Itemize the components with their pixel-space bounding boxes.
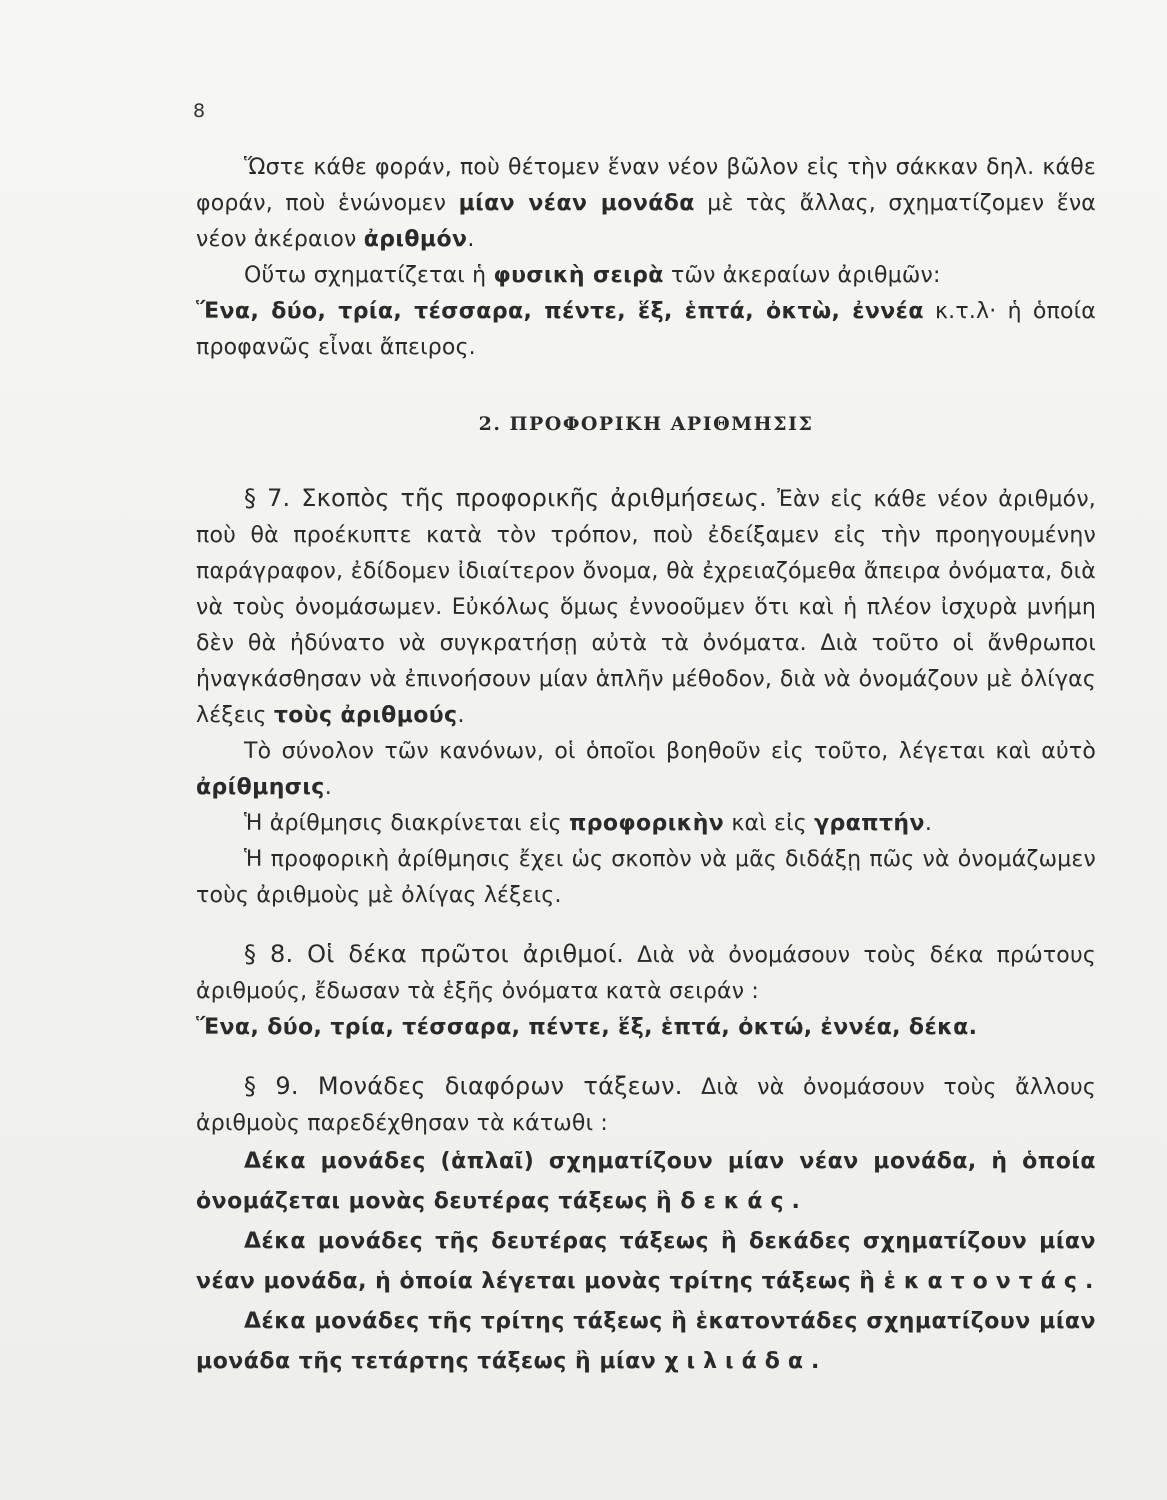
number-series-paragraph <box>196 294 1096 366</box>
text-run: . <box>924 811 933 836</box>
bold-term: τοὺς ἀριθμούς <box>273 703 458 728</box>
text-run: κ.τ.λ· ἡ ὁποία προφανῶς εἶναι ἄπειρος. <box>196 299 1097 360</box>
text-run: Διὰ νὰ ὀνομάσουν τοὺς ἄλλους ἀριθμοὺς παρεδέχθησαν τὰ κάτωθι : <box>196 1075 1096 1136</box>
text-run: . <box>457 703 465 728</box>
section-title: § 9. Μονάδες διαφόρων τάξεων. <box>244 1072 683 1100</box>
purpose-paragraph: Ἡ προφορικὴ ἀρίθμησις ἔχει ὡς σκοπὸν νὰ μᾶς διδάξῃ πῶς νὰ ὀνομάζωμεν τοὺς ἀριθμοὺς μὲ ὀλίγας λέξεις. <box>196 847 1096 908</box>
hundreds-rule <box>196 1222 1096 1302</box>
text-run: Δέκα μονάδες (ἁπλαῖ) σχηματίζουν μίαν νέαν μονάδα, ἡ ὁποία ὀνομάζεται μονὰς δευτέρας τάξεως ἢ <box>196 1149 1096 1214</box>
text-run: καὶ εἰς <box>724 811 815 836</box>
rules-paragraph <box>196 734 1096 806</box>
intro-paragraph <box>196 150 1096 258</box>
spaced-term: ἑκατοντάς <box>883 1269 1085 1294</box>
bold-term: Ἕνα, δύο, τρία, τέσσαρα, πέντε, ἕξ, ἑπτά, ὀκτὼ, ἐννέα <box>196 299 924 324</box>
natural-series-paragraph <box>196 258 1096 294</box>
bold-term: φυσικὴ σειρὰ <box>493 263 664 288</box>
bold-term: προφορικὴν <box>568 811 725 836</box>
section-9-paragraph <box>196 1068 1096 1142</box>
section-7-paragraph <box>196 480 1096 734</box>
bold-term: μίαν νέαν μονάδα <box>458 191 695 216</box>
section-8-paragraph <box>196 936 1096 1010</box>
section-title: § 7. Σκοπὸς τῆς προφορικῆς ἀριθμήσεως. <box>244 484 767 512</box>
text-run: . <box>791 1189 801 1214</box>
bold-term: ἀρίθμησις <box>196 775 325 800</box>
thousands-rule <box>196 1302 1096 1382</box>
text-run: Δέκα μονάδες τῆς τρίτης τάξεως ἢ ἑκατοντάδες σχηματίζουν μίαν μονάδα τῆς τετάρτης τάξεως ἢ μίαν <box>196 1309 1096 1374</box>
bold-term: ἀριθμόν <box>363 227 468 252</box>
text-run: . <box>324 775 332 800</box>
first-ten-list: Ἕνα, δύο, τρία, τέσσαρα, πέντε, ἕξ, ἑπτά, ὀκτώ, ἐννέα, δέκα. <box>196 1015 978 1040</box>
text-run: Δέκα μονάδες τῆς δευτέρας τάξεως ἢ δεκάδες σχηματίζουν μίαν νέαν μονάδα, ἡ ὁποία λέγεται μονὰς τρίτης τάξεως ἢ <box>196 1229 1096 1294</box>
page-number: 8 <box>193 100 206 122</box>
text-run: τῶν ἀκεραίων ἀριθμῶν: <box>663 263 941 288</box>
types-paragraph <box>196 806 1096 842</box>
section-heading: 2. ΠΡΟΦΟΡΙΚΗ ΑΡΙΘΜΗΣΙΣ <box>478 413 814 435</box>
spacer <box>196 1046 1096 1068</box>
text-run: Διὰ νὰ ὀνομάσουν τοὺς δέκα πρώτους ἀριθμούς, ἔδωσαν τὰ ἑξῆς ὀνόματα κατὰ σειράν : <box>196 943 1096 1004</box>
text-run: Ἐὰν εἰς κάθε νέον ἀριθμόν, ποὺ θὰ προέκυπτε κατὰ τὸν τρόπον, ποὺ ἐδείξαμεν εἰς τὴν προηγουμένην παράγραφον, ἐδίδομεν ἰδιαίτερον ὄνομα, θὰ ἐχρειαζόμεθα ἄπειρα ὀνόματα, διὰ νὰ τοὺς ὀνομάσωμεν. Εὐκόλως ὅμως ἐννοοῦμεν ὅτι καὶ ἡ πλέον ἰσχυρὰ μνήμη δὲν θὰ ἠδύνατο νὰ συγκρατήσῃ αὐτὰ τὰ ὀνόματα. Διὰ τοῦτο οἱ ἄνθρωποι ἠναγκάσθησαν νὰ ἐπινοήσουν μίαν ἁπλῆν μέθοδον, διὰ νὰ ὀνομάζουν μὲ ὀλίγας λέξεις <box>196 487 1096 728</box>
text-run: . <box>810 1349 820 1374</box>
bold-term: γραπτήν <box>814 811 925 836</box>
text-run: . <box>1084 1269 1094 1294</box>
page-body <box>196 150 1096 1382</box>
spaced-term: χιλιάδα <box>664 1349 811 1374</box>
text-run: Τὸ σύνολον τῶν κανόνων, οἱ ὁποῖοι βοηθοῦν εἰς τοῦτο, λέγεται καὶ αὐτὸ <box>244 739 1096 764</box>
section-title: § 8. Οἱ δέκα πρῶτοι ἀριθμοί. <box>244 940 624 968</box>
text-run: Ὥστε κάθε φοράν, ποὺ θέτομεν ἕναν νέον βῶλον εἰς τὴν σάκκαν δηλ. κάθε φοράν, ποὺ ἑνώνομεν <box>196 155 1096 216</box>
text-run: Ἡ ἀρίθμησις διακρίνεται εἰς <box>244 811 569 836</box>
text-run: Οὕτω σχηματίζεται ἡ <box>244 263 494 288</box>
text-run: μὲ τὰς ἄλλας, σχηματίζομεν ἕνα νέον ἀκέραιον <box>196 191 1097 252</box>
spacer <box>196 914 1096 936</box>
text-run: . <box>467 227 475 252</box>
spaced-term: δεκάς <box>680 1189 792 1214</box>
tens-rule <box>196 1142 1096 1222</box>
